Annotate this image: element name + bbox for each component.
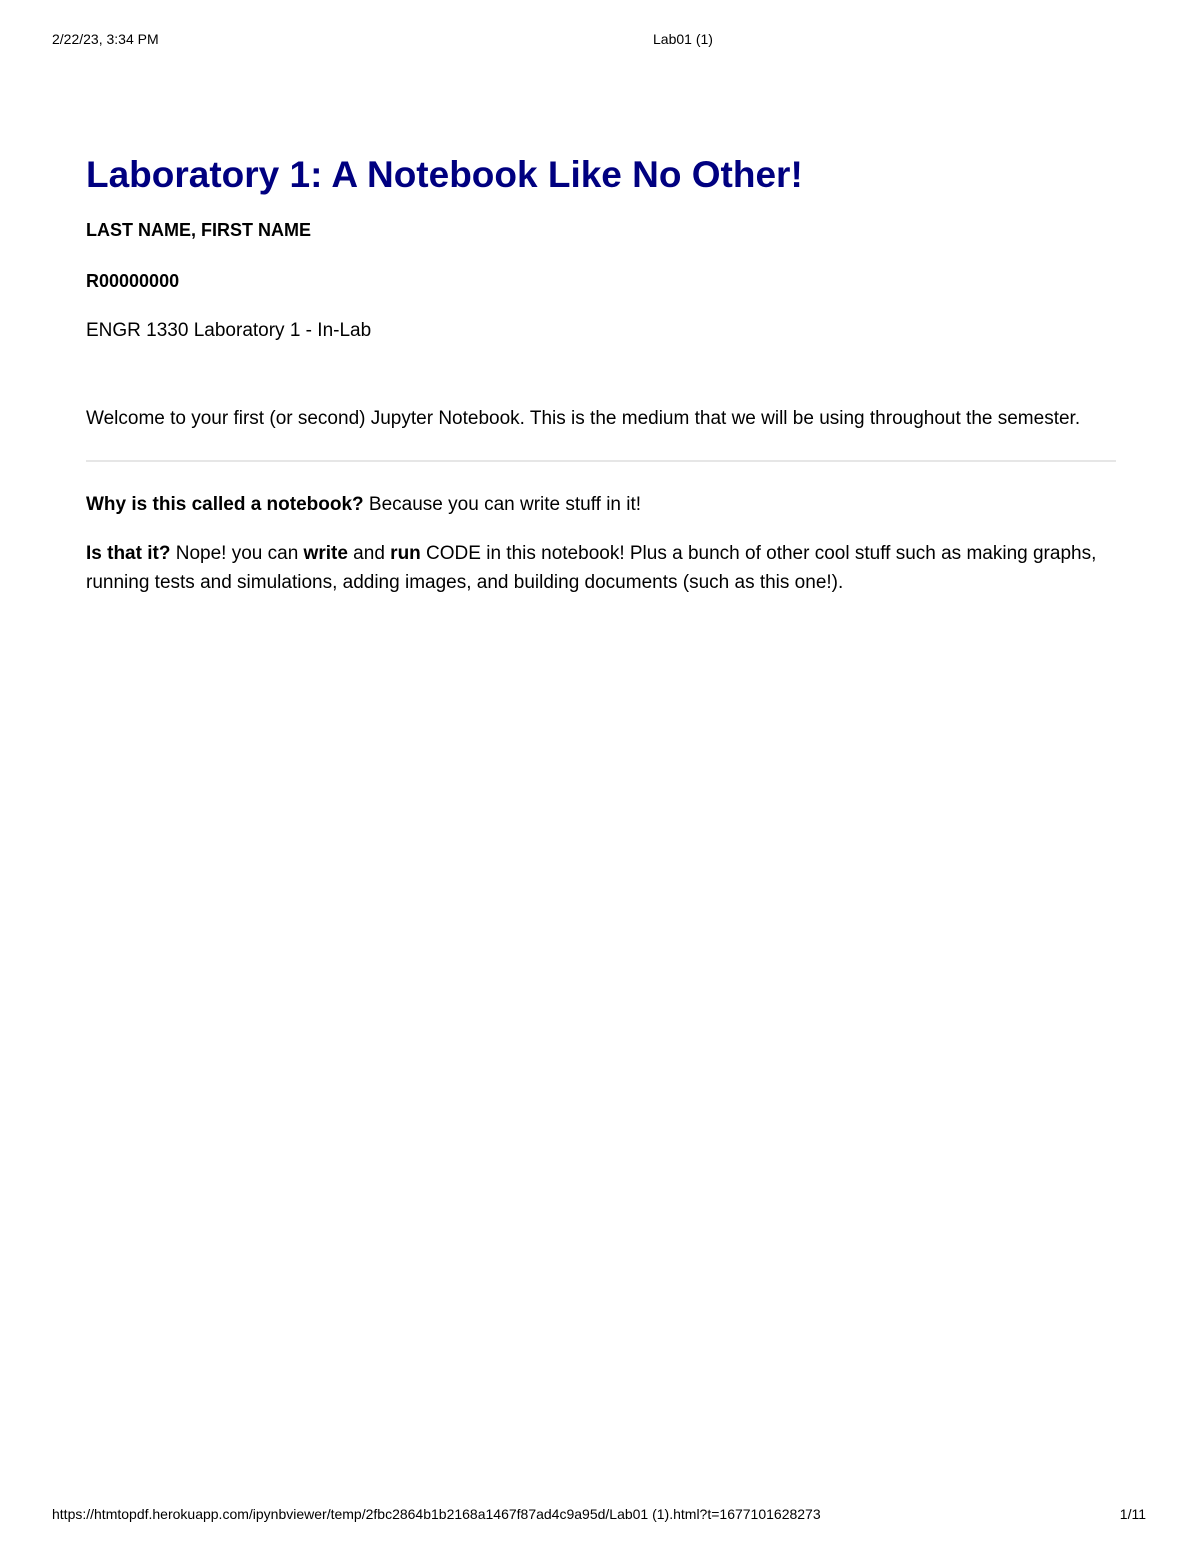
print-url: https://htmtopdf.herokuapp.com/ipynbviewer/temp/2fbc2864b1b2168a1467f87ad4c9a95d/Lab01 (1).html?t=1677101628273 <box>52 1506 821 1522</box>
divider <box>86 460 1116 462</box>
page-number: 1/11 <box>1119 1506 1146 1522</box>
notebook-content <box>86 150 1116 597</box>
is-that-text-2: and <box>347 543 391 564</box>
student-id: R00000000 <box>86 271 180 291</box>
print-doc-title: Lab01 (1) <box>653 31 713 47</box>
print-date: 2/22/23, 3:34 PM <box>52 31 159 47</box>
why-answer: Because you can write stuff in it! <box>363 494 642 515</box>
why-paragraph <box>86 490 1116 519</box>
is-that-text-1: Nope! you can <box>170 543 304 564</box>
why-question: Why is this called a notebook? <box>86 494 364 515</box>
page-title: Laboratory 1: A Notebook Like No Other! <box>86 154 803 195</box>
is-that-paragraph <box>86 539 1116 597</box>
is-that-question: Is that it? <box>86 543 171 564</box>
is-that-text-3: CODE in this notebook! Plus a bunch of other cool stuff such as making graphs, running tests and simulations, adding images, and building documents (such as this one!). <box>86 543 1097 593</box>
student-name: LAST NAME, FIRST NAME <box>86 220 311 240</box>
write-emphasis: write <box>303 543 348 564</box>
run-emphasis: run <box>390 543 421 564</box>
course-label: ENGR 1330 Laboratory 1 - In-Lab <box>86 320 372 341</box>
print-header <box>0 31 1200 49</box>
print-footer <box>0 1506 1200 1524</box>
welcome-paragraph: Welcome to your first (or second) Jupyter Notebook. This is the medium that we will be using throughout the semester. <box>86 408 1081 429</box>
